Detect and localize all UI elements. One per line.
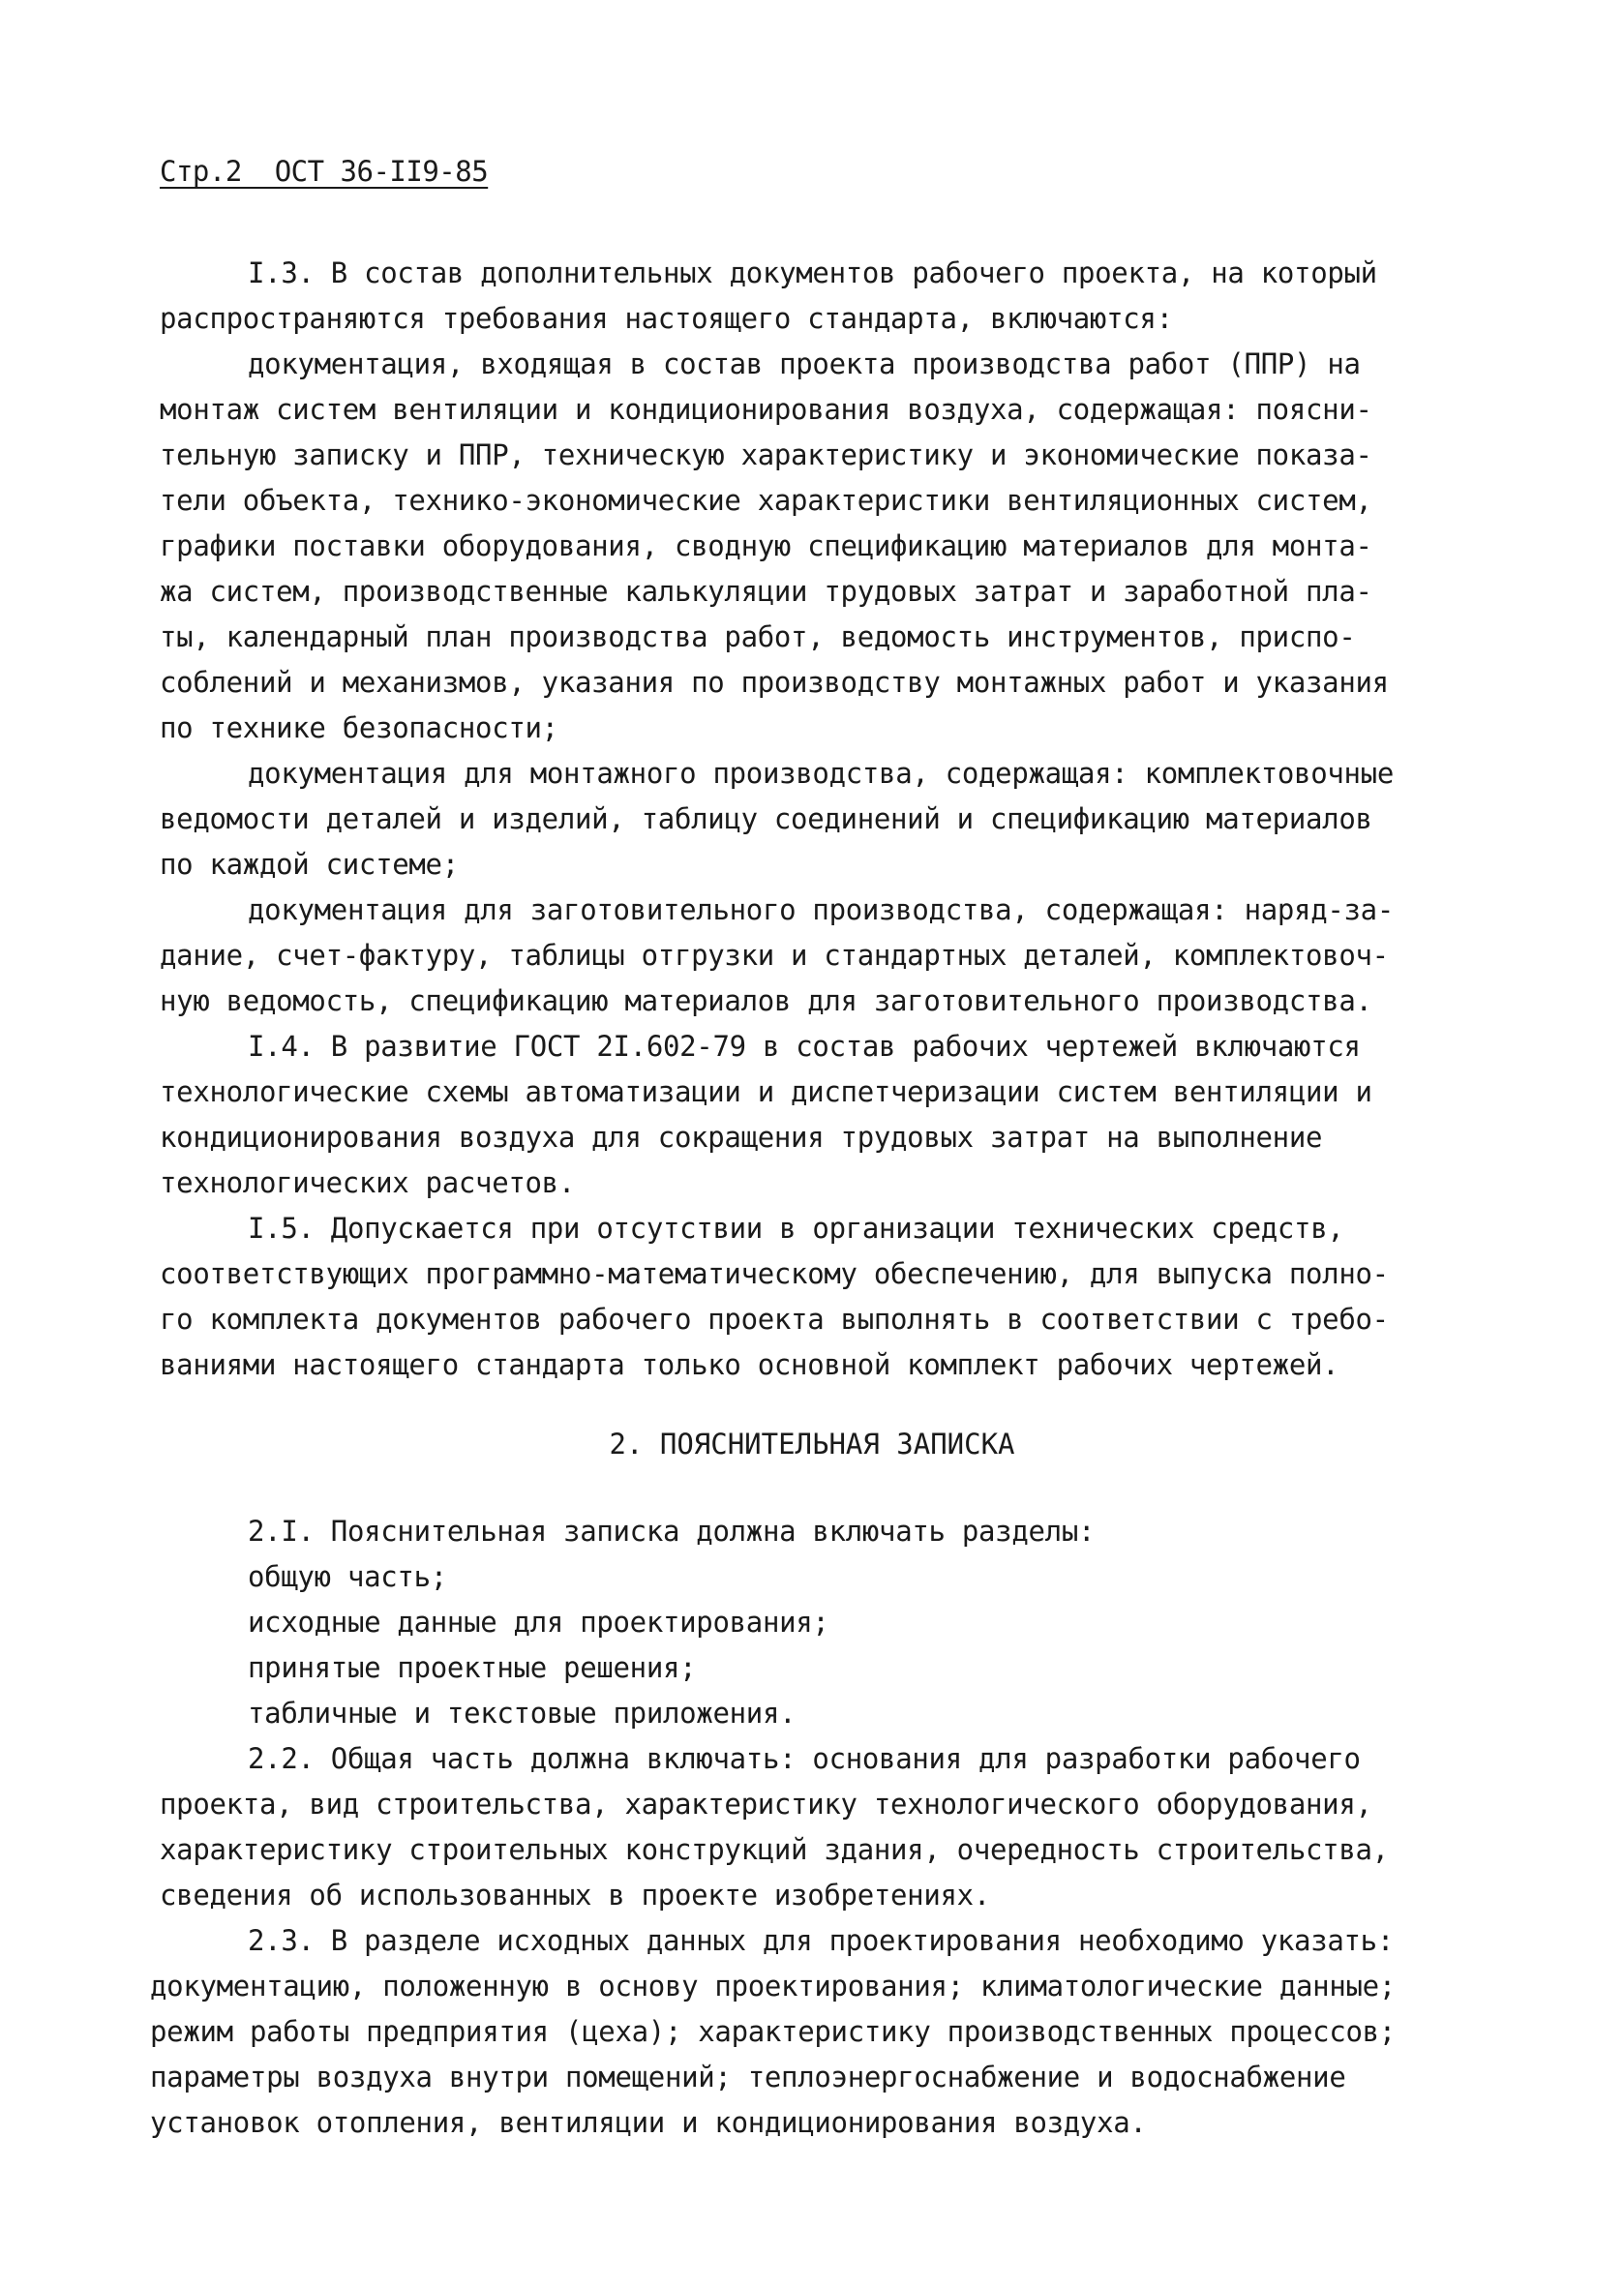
text-line: параметры воздуха внутри помещений; теплоэнергоснабжение и водоснабжение [150,2061,1346,2093]
text-line: по каждой системе; [160,848,459,881]
text-line: исходные данные для проектирования; [248,1606,829,1639]
text-line: технологических расчетов. [160,1166,575,1199]
text-line: жа систем, производственные калькуляции трудовых затрат и заработной пла- [160,575,1372,608]
text-line: установок отопления, вентиляции и кондиционирования воздуха. [150,2106,1147,2139]
text-line: 2.2. Общая часть должна включать: основания для разработки рабочего [248,1742,1361,1775]
text-line: документация для заготовительного производства, содержащая: наряд-за- [248,893,1395,926]
text-line: технологические схемы автоматизации и диспетчеризации систем вентиляции и [160,1075,1372,1108]
text-line: сведения об использованных в проекте изобретениях. [160,1879,990,1912]
text-line: го комплекта документов рабочего проекта выполнять в соответствии с требо- [160,1303,1389,1336]
text-line: проекта, вид строительства, характеристику технологического оборудования, [160,1788,1372,1821]
text-line: режим работы предприятия (цеха); характеристику производственных процессов; [150,2015,1396,2048]
text-line: графики поставки оборудования, сводную спецификацию материалов для монта- [160,529,1372,562]
text-line: 2.I. Пояснительная записка должна включать разделы: [248,1515,1096,1548]
page-header: Стр.2 ОСТ 36-II9-85 [160,155,489,188]
text-line: 2.3. В разделе исходных данных для проектирования необходимо указать: [248,1924,1395,1957]
section-heading: 2. ПОЯСНИТЕЛЬНАЯ ЗАПИСКА [609,1428,1015,1461]
text-line: характеристику строительных конструкций здания, очередность строительства, [160,1833,1389,1866]
text-line: по технике безопасности; [160,711,558,744]
text-line: I.4. В развитие ГОСТ 2I.602-79 в состав рабочих чертежей включаются [248,1030,1361,1063]
text-line: табличные и текстовые приложения. [248,1697,797,1730]
text-line: монтаж систем вентиляции и кондиционирования воздуха, содержащая: поясни- [160,393,1372,426]
text-line: распространяются требования настоящего стандарта, включаются: [160,302,1173,335]
text-line: ную ведомость, спецификацию материалов для заготовительного производства. [160,984,1372,1017]
text-line: ведомости деталей и изделий, таблицу соединений и спецификацию материалов [160,802,1372,835]
text-line: общую часть; [248,1560,447,1593]
text-line: ваниями настоящего стандарта только основной комплект рабочих чертежей. [160,1348,1339,1381]
text-line: I.5. Допускается при отсутствии в организации технических средств, [248,1212,1344,1245]
text-line: документацию, положенную в основу проектирования; климатологические данные; [150,1970,1396,2003]
text-line: соблений и механизмов, указания по производству монтажных работ и указания [160,666,1389,699]
text-line: тельную записку и ППР, техническую характеристику и экономические показа- [160,438,1372,471]
text-line: документация, входящая в состав проекта производства работ (ППР) на [248,347,1361,380]
text-line: ты, календарный план производства работ, ведомость инструментов, приспо- [160,620,1356,653]
text-line: дание, счет-фактуру, таблицы отгрузки и стандартных деталей, комплектовоч- [160,939,1389,972]
text-line: I.3. В состав дополнительных документов рабочего проекта, на который [248,256,1377,289]
text-line: принятые проектные решения; [248,1651,697,1684]
text-line: соответствующих программно-математическому обеспечению, для выпуска полно- [160,1257,1389,1290]
text-line: тели объекта, технико-экономические характеристики вентиляционных систем, [160,484,1372,517]
text-line: кондиционирования воздуха для сокращения трудовых затрат на выполнение [160,1121,1323,1154]
text-line: документация для монтажного производства, содержащая: комплектовочные [248,757,1395,790]
